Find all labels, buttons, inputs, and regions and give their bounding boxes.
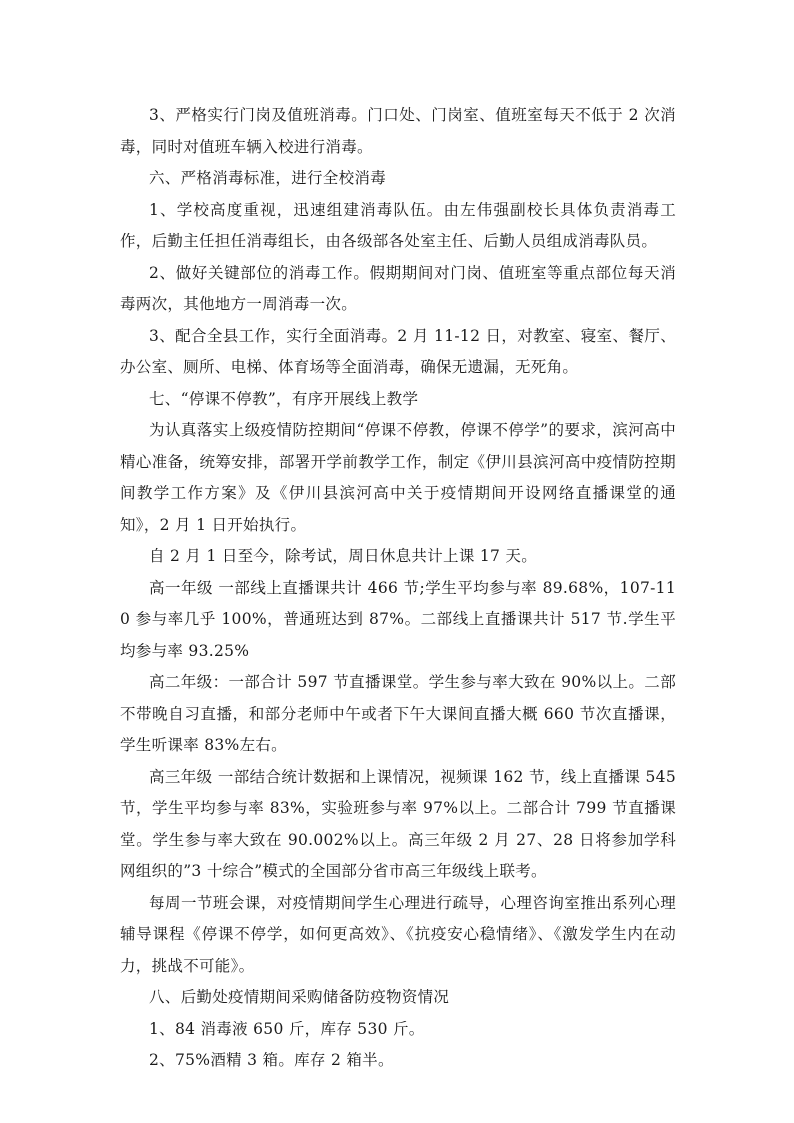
paragraph-psychology-courses: 每周一节班会课，对疫情期间学生心理进行疏导，心理咨询室推出系列心理辅导课程《停课不停学，如何更高效》、《抗疫安心稳情绪》、《激发学生内在动力，挑战不可能》。 xyxy=(120,893,676,975)
paragraph-disinfectant-stock: 1、84 消毒液 650 斤，库存 530 斤。 xyxy=(149,1019,425,1038)
paragraph-full-disinfection: 3、配合全县工作，实行全面消毒。2 月 11-12 日，对教室、寝室、餐厅、办公室、厕所、电梯、体育场等全面消毒，确保无遗漏，无死角。 xyxy=(120,326,676,376)
paragraph-grade-three: 高三年级 一部结合统计数据和上课情况，视频课 162 节，线上直播课 545 节，学生平均参与率 83%，实验班参与率 97%以上。二部合计 799 节直播课堂。学生参与率大致在 90.002%以上。高三年级 2 月 27、28 日将参加学科网组织的”3 十综合”模式的全国部分省市高三年级线上联考。 xyxy=(120,767,676,880)
paragraph-alcohol-stock: 2、75%酒精 3 箱。库存 2 箱半。 xyxy=(149,1051,394,1069)
paragraph-online-teaching-plan: 为认真落实上级疫情防控期间“停课不停教，停课不停学”的要求，滨河高中精心准备，统筹安排，部署开学前教学工作，制定《伊川县滨河高中疫情防控期间教学工作方案》及《伊川县滨河高中关于疫情期间开设网络直播课堂的通知》，2 月 1 日开始执行。 xyxy=(120,421,676,534)
document-body xyxy=(120,100,676,1077)
heading-section-seven: 七、“停课不停教”，有序开展线上教学 xyxy=(149,389,419,408)
paragraph-class-days: 自 2 月 1 日至今，除考试，周日休息共计上课 17 天。 xyxy=(149,547,538,565)
paragraph-disinfection-team: 1、学校高度重视，迅速组建消毒队伍。由左伟强副校长具体负责消毒工作，后勤主任担任消毒组长，由各级部各处室主任、后勤人员组成消毒队员。 xyxy=(120,200,676,250)
paragraph-grade-one: 高一年级 一部线上直播课共计 466 节;学生平均参与率 89.68%，107-110 参与率几乎 100%，普通班达到 87%。二部线上直播课共计 517 节.学生平均参与率 93.25% xyxy=(120,578,676,660)
heading-section-six: 六、严格消毒标准，进行全校消毒 xyxy=(149,169,387,187)
paragraph-key-areas: 2、做好关键部位的消毒工作。假期期间对门岗、值班室等重点部位每天消毒两次，其他地方一周消毒一次。 xyxy=(120,263,676,313)
paragraph-grade-two: 高二年级：一部合计 597 节直播课堂。学生参与率大致在 90%以上。二部不带晚自习直播，和部分老师中午或者下午大课间直播大概 660 节次直播课，学生听课率 83%左右。 xyxy=(120,673,676,754)
paragraph-disinfection-gate: 3、严格实行门岗及值班消毒。门口处、门岗室、值班室每天不低于 2 次消毒，同时对值班车辆入校进行消毒。 xyxy=(120,106,676,156)
heading-section-eight: 八、后勤处疫情期间采购储备防疫物资情况 xyxy=(149,988,450,1006)
